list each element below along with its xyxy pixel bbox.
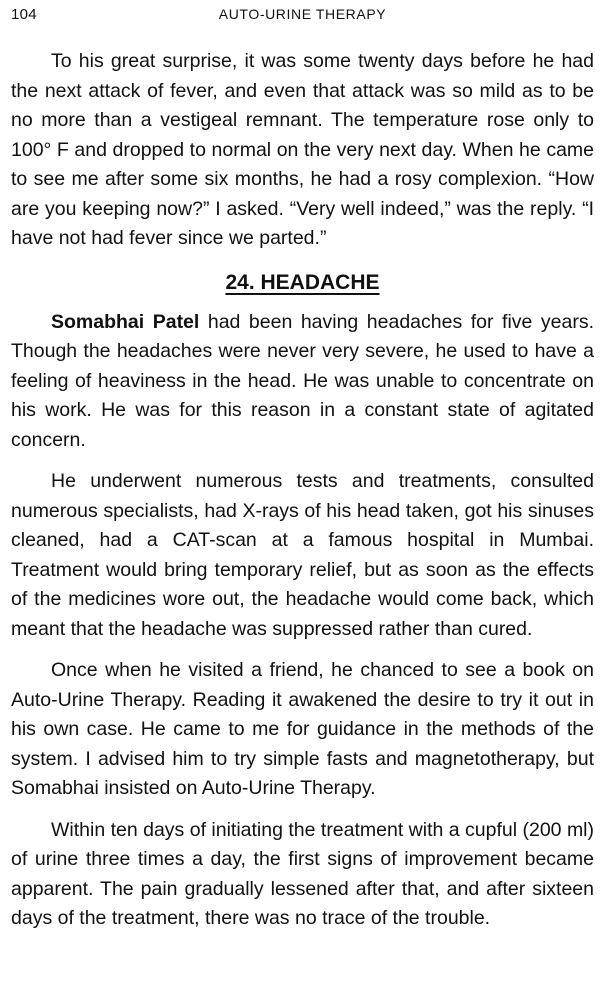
paragraph-results: Within ten days of initiating the treatment with a cupful (200 ml) of urine three times a day, the first signs of improvement became apparent. The pain gradually lessened after that, and after sixteen days of the treatment, there was no trace of the trouble. (11, 818, 595, 929)
paragraph-book-discovery: Once when he visited a friend, he chanced to see a book on Auto-Urine Therapy. Reading it awakened the desire to try it out in his own case. He came to me for guidance in the methods of the system. I advised him to try simple fasts and magnetotherapy, but Somabhai insisted on Auto-Urine Therapy. (11, 659, 594, 799)
page-number: 104 (11, 6, 37, 23)
patient-name: Somabhai Patel (51, 310, 200, 333)
paragraph-treatments: He underwent numerous tests and treatments, consulted numerous specialists, had X-rays of his head taken, got his sinuses cleaned, had a CAT-scan at a famous hospital in Mumbai. Treatment would bring temporary relief, but as soon as the effects of the medicines wore out, the headache would come back, which meant that the headache was suppressed rather than cured. (11, 470, 594, 640)
paragraph-intro-text: had been having headaches for five years. Though the headaches were never very severe, he used to have a feeling of heaviness in the head. He was unable to concentrate on his work. He was for this reason in a constant state of agitated concern. (11, 310, 594, 451)
running-header (11, 0, 594, 30)
body-text (11, 47, 594, 934)
paragraph-somabhai-intro (11, 308, 594, 456)
section-heading: 24. HEADACHE (225, 270, 380, 294)
paragraph-fever-followup: To his great surprise, it was some twenty days before he had the next attack of fever, and even that attack was so mild as to be no more than a vestigeal remnant. The temperature rose only to 100° F and dropped to normal on the very next day. When he came to see me after some six months, he had a rosy complexion. “How are you keeping now?” I asked. “Very well indeed,” was the reply. “I have not had fever since we parted.” (11, 50, 594, 249)
running-title: AUTO-URINE THERAPY (218, 6, 387, 22)
